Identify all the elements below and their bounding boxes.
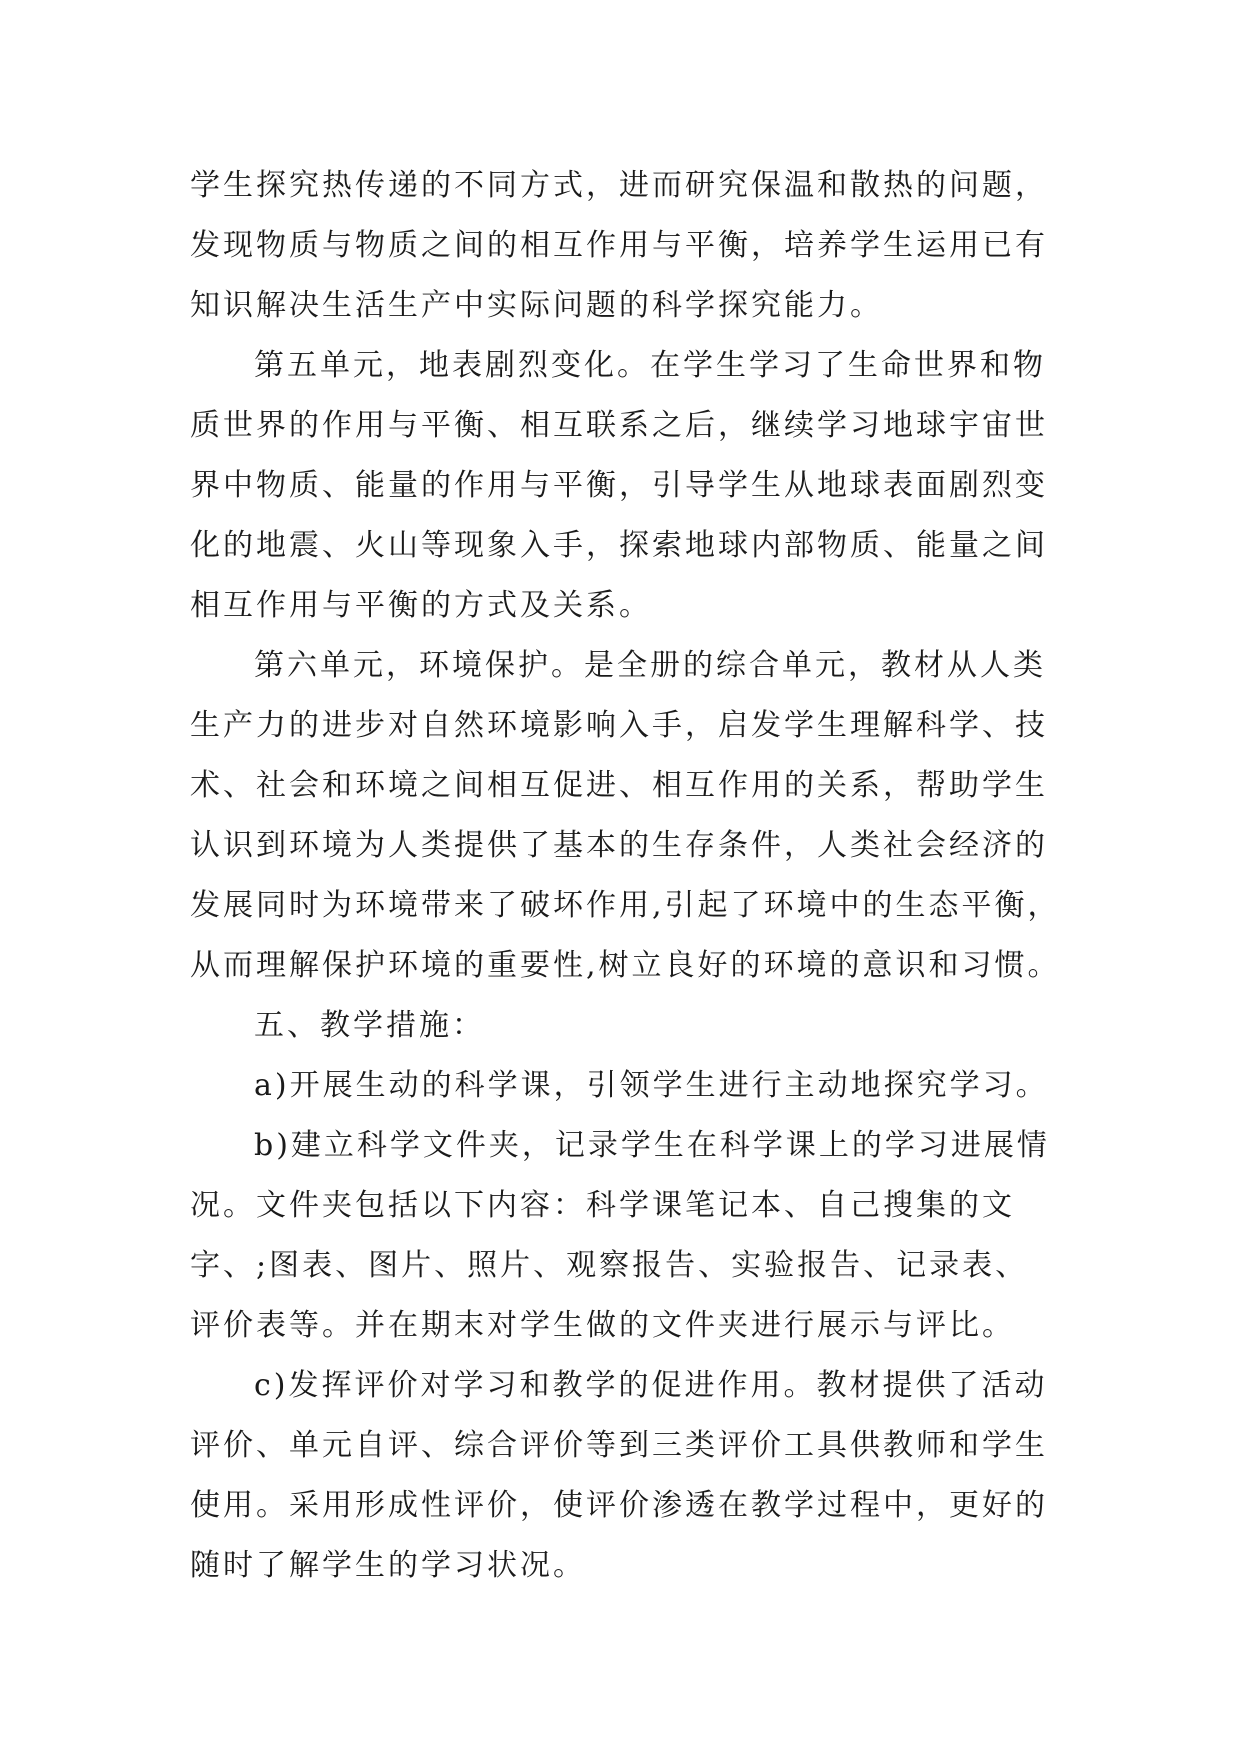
text-line: 使用。采用形成性评价，使评价渗透在教学过程中，更好的 <box>190 1488 1048 1523</box>
text-line: 评价表等。并在期末对学生做的文件夹进行展示与评比。 <box>190 1308 1015 1343</box>
text-line: 第五单元，地表剧烈变化。在学生学习了生命世界和物 <box>254 348 1046 383</box>
text-line: 学生探究热传递的不同方式，进而研究保温和散热的问题， <box>190 168 1048 203</box>
text-line: 五、教学措施： <box>254 1008 485 1043</box>
text-line: 相互作用与平衡的方式及关系。 <box>190 588 652 623</box>
document-body <box>190 156 1070 1596</box>
text-line: 发现物质与物质之间的相互作用与平衡，培养学生运用已有 <box>190 228 1048 263</box>
text-line: 知识解决生活生产中实际问题的科学探究能力。 <box>190 288 883 323</box>
text-line: 发展同时为环境带来了破坏作用,引起了环境中的生态平衡， <box>190 888 1061 923</box>
text-line: 随时了解学生的学习状况。 <box>190 1548 586 1583</box>
text-line: a)开展生动的科学课，引领学生进行主动地探究学习。 <box>254 1068 1049 1103</box>
text-line: c)发挥评价对学习和教学的促进作用。教材提供了活动 <box>254 1368 1048 1403</box>
text-line: 第六单元，环境保护。是全册的综合单元，教材从人类 <box>254 648 1046 683</box>
text-line: 术、社会和环境之间相互促进、相互作用的关系，帮助学生 <box>190 768 1048 803</box>
text-line: 从而理解保护环境的重要性,树立良好的环境的意识和习惯。 <box>190 948 1061 983</box>
text-line: b)建立科学文件夹，记录学生在科学课上的学习进展情 <box>254 1128 1050 1163</box>
text-line: 界中物质、能量的作用与平衡，引导学生从地球表面剧烈变 <box>190 468 1048 503</box>
text-line: 况。文件夹包括以下内容：科学课笔记本、自己搜集的文 <box>190 1188 1015 1223</box>
text-line: 字、;图表、图片、照片、观察报告、实验报告、记录表、 <box>190 1248 1029 1283</box>
text-line: 生产力的进步对自然环境影响入手，启发学生理解科学、技 <box>190 708 1048 743</box>
text-line: 认识到环境为人类提供了基本的生存条件，人类社会经济的 <box>190 828 1048 863</box>
text-line: 质世界的作用与平衡、相互联系之后，继续学习地球宇宙世 <box>190 408 1048 443</box>
text-line: 评价、单元自评、综合评价等到三类评价工具供教师和学生 <box>190 1428 1048 1463</box>
text-line: 化的地震、火山等现象入手，探索地球内部物质、能量之间 <box>190 528 1048 563</box>
